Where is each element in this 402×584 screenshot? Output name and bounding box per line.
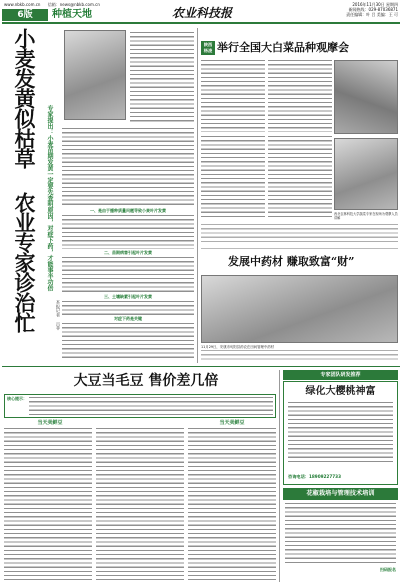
cabbage-body-3 (201, 136, 265, 220)
intro-text-column (130, 32, 194, 124)
herbs-caption-body (201, 350, 398, 362)
cabbage-body-1 (201, 60, 265, 132)
ad-body-text (288, 402, 393, 462)
responsible-editors: 责任编辑：叶 吕 美编：王 可 (346, 12, 398, 17)
training-headline: 花椒栽培与管理技术培训 (283, 488, 398, 500)
kicker-top: 陕西 (203, 41, 213, 47)
vertical-subhead: 专家提出：小麦苗期发黄一定要先查明原因，对症下药，才能事半功倍 (46, 105, 53, 291)
cabbage-body-2 (268, 60, 332, 132)
page-number-badge: 6版 (2, 9, 48, 21)
lead-label: 核心提示： (7, 396, 27, 401)
article-body-3 (62, 257, 194, 293)
ad-phone-label: 咨询电话： (288, 474, 309, 479)
ad-brand: 绿化大樱桃神富 (305, 386, 376, 397)
email-address[interactable]: news@nbkb.com.cn (59, 2, 100, 7)
lower-section-rule (2, 366, 400, 367)
wheat-field-photo (64, 30, 126, 120)
lead-summary-text (29, 397, 273, 415)
training-note: 扫码报名 (380, 567, 396, 572)
section-title: 种植天地 (52, 9, 92, 20)
masthead: 农业科技报 (172, 6, 233, 20)
vertical-byline: 本报记者 吕菲 (56, 300, 61, 331)
website-url[interactable]: www.nbkb.com.cn (4, 2, 41, 7)
article-body-1 (62, 128, 194, 206)
ad-phone-line (288, 474, 341, 480)
training-body (285, 503, 396, 565)
header-rule (2, 22, 400, 24)
cabbage-photo-small (334, 60, 398, 134)
article-body-2 (62, 215, 194, 249)
lower-divider (279, 370, 280, 582)
column-divider (197, 28, 198, 363)
herbs-top-rule (201, 248, 398, 249)
cabbage-photo-caption: 西北农林科技大学蔬菜专家在现场为观摩人员讲解 (334, 212, 398, 220)
herbs-photo (201, 275, 398, 343)
vertical-headline: 小麦发黄似枯草 农业专家诊治忙 (12, 28, 37, 332)
subhead-1: 一、是由于播种质量问题导致小麦叶片发黄 (90, 208, 166, 213)
website-line (4, 2, 100, 8)
subhead-3: 三、土壤缺素引起叶片发黄 (104, 294, 152, 299)
cabbage-body-4 (268, 136, 332, 220)
subsection-left: 当天卖鲜豆 (37, 420, 63, 426)
issue-date: 2016年11月30日 星期四 (352, 2, 398, 7)
article-body-4 (62, 301, 194, 315)
herbs-headline: 发展中药材 赚取致富“财” (228, 255, 355, 268)
subsection-right: 当天卖鲜豆 (219, 420, 245, 426)
news-hotline: 新闻热线：029-87036871 (348, 7, 398, 12)
cabbage-body-5 (201, 224, 398, 244)
soybean-headline: 大豆当毛豆 售价差几倍 (73, 373, 219, 389)
subhead-2: 二、苗期病害引起叶片发黄 (104, 250, 152, 255)
article-body-5 (62, 323, 194, 359)
email-label: 信箱： (47, 2, 60, 7)
cabbage-field-photo (334, 138, 398, 210)
header-meta (276, 2, 398, 17)
cabbage-headline: 举行全国大白菜品种观摩会 (217, 41, 349, 54)
soybean-body-col-3 (188, 428, 276, 580)
ad-label: 专家团队研发推荐 (283, 370, 398, 380)
subhead-4: 对症下药是关键 (114, 316, 142, 321)
cherry-ad-box[interactable] (283, 381, 398, 485)
soybean-body-col-1 (4, 428, 92, 580)
ad-phone[interactable]: 18909227733 (308, 474, 342, 479)
lead-summary-box (4, 394, 276, 418)
soybean-body-col-2 (96, 428, 184, 580)
location-kicker (201, 41, 215, 55)
herbs-photo-caption: 11月29日，安康市旬阳县药农在田间管理中药材 (201, 345, 275, 349)
kicker-bottom: 杨凌 (203, 48, 213, 53)
